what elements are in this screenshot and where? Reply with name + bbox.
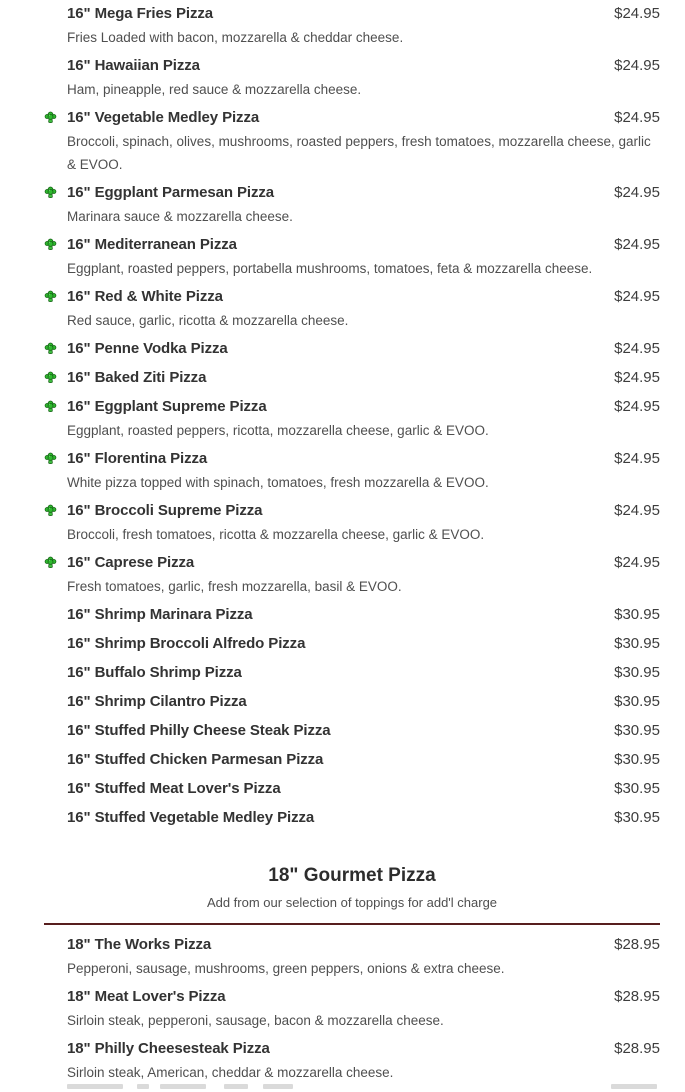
menu-item-row [44, 233, 660, 257]
menu-item-row [44, 366, 660, 390]
menu-item[interactable] [44, 366, 660, 390]
menu-item-title: 16" Hawaiian Pizza [67, 57, 200, 74]
menu-item[interactable] [44, 603, 660, 627]
menu-item-description: Red sauce, garlic, ricotta & mozzarella cheese. [67, 313, 349, 328]
menu-item-description: Sirloin steak, American, cheddar & mozzarella cheese. [67, 1065, 394, 1080]
menu-item[interactable] [44, 233, 660, 280]
menu-item-title: 16" Shrimp Marinara Pizza [67, 606, 253, 623]
menu-item-icon-column [44, 551, 67, 570]
menu-item-title: 16" Eggplant Parmesan Pizza [67, 184, 274, 201]
menu-item-title: 16" Eggplant Supreme Pizza [67, 398, 267, 415]
menu-item-row [44, 632, 660, 656]
clipped-text-fragment [160, 1084, 206, 1089]
menu-item[interactable] [44, 2, 660, 49]
vegetarian-broccoli-icon [44, 290, 57, 304]
menu-item-price: $24.95 [614, 109, 660, 126]
menu-item-row [44, 285, 660, 309]
menu-item-icon-column [44, 719, 67, 724]
menu-item-description: Marinara sauce & mozzarella cheese. [67, 209, 293, 224]
menu-item-title: 16" Stuffed Meat Lover's Pizza [67, 780, 281, 797]
section-divider [44, 923, 660, 925]
menu-item-description: Eggplant, roasted peppers, ricotta, mozzarella cheese, garlic & EVOO. [67, 423, 489, 438]
menu-item-title: 16" Mega Fries Pizza [67, 5, 214, 22]
menu-item-price: $24.95 [614, 184, 660, 201]
menu-item-title: 16" Stuffed Vegetable Medley Pizza [67, 809, 315, 826]
menu-item[interactable] [44, 551, 660, 598]
menu-item-description: Eggplant, roasted peppers, portabella mushrooms, tomatoes, feta & mozzarella cheese. [67, 261, 593, 276]
clipped-price-fragment [611, 1084, 657, 1089]
menu-item-row [44, 337, 660, 361]
menu-item-icon-column [44, 337, 67, 356]
menu-item-icon-column [44, 1037, 67, 1042]
menu-item-icon-column [44, 933, 67, 938]
menu-item-price: $30.95 [614, 751, 660, 768]
menu-item-icon-column [44, 285, 67, 304]
vegetarian-broccoli-icon [44, 400, 57, 414]
menu-item-icon-column [44, 181, 67, 200]
menu-item-title: 16" Shrimp Broccoli Alfredo Pizza [67, 635, 306, 652]
menu-item-title: 16" Stuffed Philly Cheese Steak Pizza [67, 722, 331, 739]
clipped-text-fragment [224, 1084, 248, 1089]
menu-item-title: 16" Penne Vodka Pizza [67, 340, 228, 357]
menu-item[interactable] [44, 985, 660, 1032]
menu-item-icon-column [44, 632, 67, 637]
menu-item-row [44, 54, 660, 78]
vegetarian-broccoli-icon [44, 452, 57, 466]
clipped-text-fragment [263, 1084, 293, 1089]
menu-item-row [44, 690, 660, 714]
menu-item-price: $30.95 [614, 635, 660, 652]
menu-item[interactable] [44, 777, 660, 801]
menu-item-price: $28.95 [614, 1040, 660, 1057]
menu-item-row [44, 603, 660, 627]
menu-item-price: $24.95 [614, 554, 660, 571]
menu-item-icon-column [44, 54, 67, 59]
section-subtitle: Add from our selection of toppings for add'l charge [206, 895, 498, 910]
menu-item-row [44, 499, 660, 523]
vegetarian-broccoli-icon [44, 556, 57, 570]
menu-item-icon-column [44, 395, 67, 414]
menu-item-icon-column [44, 806, 67, 811]
menu-item-title: 16" Vegetable Medley Pizza [67, 109, 260, 126]
vegetarian-broccoli-icon [44, 238, 57, 252]
vegetarian-broccoli-icon [44, 371, 57, 385]
menu-item-title: 16" Baked Ziti Pizza [67, 369, 207, 386]
menu-item-icon-column [44, 366, 67, 385]
menu-item-price: $24.95 [614, 236, 660, 253]
menu-item-description: Broccoli, spinach, olives, mushrooms, roasted peppers, fresh tomatoes, mozzarella cheese, garlic & EVOO. [67, 134, 651, 172]
menu-item[interactable] [44, 54, 660, 101]
menu-item-icon-column [44, 690, 67, 695]
vegetarian-broccoli-icon [44, 504, 57, 518]
menu-item-price: $24.95 [614, 450, 660, 467]
menu-item-icon-column [44, 233, 67, 252]
menu-item-icon-column [44, 447, 67, 466]
menu-item[interactable] [44, 806, 660, 830]
menu-item-row [44, 806, 660, 830]
menu-item-title: 16" Buffalo Shrimp Pizza [67, 664, 242, 681]
menu-item-row [44, 181, 660, 205]
menu-item-price: $30.95 [614, 664, 660, 681]
menu-item-row [44, 551, 660, 575]
menu-item-row [44, 661, 660, 685]
clipped-text-fragment [137, 1084, 149, 1089]
menu-item-title: 16" Mediterranean Pizza [67, 236, 237, 253]
menu-item-description: White pizza topped with spinach, tomatoes, fresh mozzarella & EVOO. [67, 475, 489, 490]
menu-item-icon-column [44, 777, 67, 782]
menu-item[interactable] [44, 661, 660, 685]
menu-item-description: Fresh tomatoes, garlic, fresh mozzarella, basil & EVOO. [67, 579, 402, 594]
menu-item[interactable] [44, 181, 660, 228]
menu-item[interactable] [44, 690, 660, 714]
menu-item-price: $30.95 [614, 693, 660, 710]
menu-item-title: 16" Caprese Pizza [67, 554, 195, 571]
menu-item-price: $28.95 [614, 936, 660, 953]
menu-item-price: $24.95 [614, 57, 660, 74]
menu-item-price: $24.95 [614, 288, 660, 305]
menu-item-price: $24.95 [614, 340, 660, 357]
menu-item-title: 18" Philly Cheesesteak Pizza [67, 1040, 270, 1057]
menu-item-title: 18" Meat Lover's Pizza [67, 988, 226, 1005]
vegetarian-broccoli-icon [44, 111, 57, 125]
menu-item-row [44, 2, 660, 26]
menu-item-icon-column [44, 499, 67, 518]
menu-item[interactable] [44, 1037, 660, 1084]
clipped-next-item [0, 1084, 685, 1092]
menu-item[interactable] [44, 395, 660, 442]
menu-item-row [44, 777, 660, 801]
menu-item-row [44, 719, 660, 743]
section-title: 18" Gourmet Pizza [268, 865, 436, 886]
menu-item-price: $30.95 [614, 809, 660, 826]
menu-item-description: Ham, pineapple, red sauce & mozzarella cheese. [67, 82, 362, 97]
menu-item-row [44, 106, 660, 130]
menu-item-price: $30.95 [614, 722, 660, 739]
menu-item-row [44, 933, 660, 957]
menu-item-row [44, 447, 660, 471]
menu-item[interactable] [44, 447, 660, 494]
menu-item[interactable] [44, 748, 660, 772]
menu-item-description: Pepperoni, sausage, mushrooms, green peppers, onions & extra cheese. [67, 961, 505, 976]
menu-item-price: $30.95 [614, 780, 660, 797]
menu-item-description: Sirloin steak, pepperoni, sausage, bacon & mozzarella cheese. [67, 1013, 444, 1028]
clipped-text-fragment [67, 1084, 123, 1089]
menu-item-icon-column [44, 106, 67, 125]
menu-item-row [44, 395, 660, 419]
menu-item-price: $24.95 [614, 5, 660, 22]
menu-item-price: $30.95 [614, 606, 660, 623]
menu-item-icon-column [44, 661, 67, 666]
menu-item-icon-column [44, 603, 67, 608]
menu-item-title: 16" Florentina Pizza [67, 450, 208, 467]
menu-item[interactable] [44, 106, 660, 176]
menu-item-price: $24.95 [614, 369, 660, 386]
menu-item-price: $28.95 [614, 988, 660, 1005]
menu-item-title: 18" The Works Pizza [67, 936, 212, 953]
menu-item[interactable] [44, 499, 660, 546]
menu-item-title: 16" Broccoli Supreme Pizza [67, 502, 263, 519]
menu-item[interactable] [44, 933, 660, 980]
menu-item[interactable] [44, 632, 660, 656]
section-header [44, 865, 660, 925]
menu-item-price: $24.95 [614, 398, 660, 415]
menu-item-icon-column [44, 2, 67, 7]
vegetarian-broccoli-icon [44, 342, 57, 356]
menu-item-price: $24.95 [614, 502, 660, 519]
menu-item-title: 16" Shrimp Cilantro Pizza [67, 693, 247, 710]
menu-item-row [44, 985, 660, 1009]
menu-item[interactable] [44, 337, 660, 361]
menu-item-icon-column [44, 748, 67, 753]
menu-item-row [44, 1037, 660, 1061]
menu-item-title: 16" Stuffed Chicken Parmesan Pizza [67, 751, 324, 768]
menu-item-description: Fries Loaded with bacon, mozzarella & cheddar cheese. [67, 30, 404, 45]
menu-item-title: 16" Red & White Pizza [67, 288, 223, 305]
menu-item[interactable] [44, 285, 660, 332]
menu-item-row [44, 748, 660, 772]
menu-item[interactable] [44, 719, 660, 743]
menu-item-icon-column [44, 985, 67, 990]
vegetarian-broccoli-icon [44, 186, 57, 200]
menu-item-description: Broccoli, fresh tomatoes, ricotta & mozzarella cheese, garlic & EVOO. [67, 527, 485, 542]
